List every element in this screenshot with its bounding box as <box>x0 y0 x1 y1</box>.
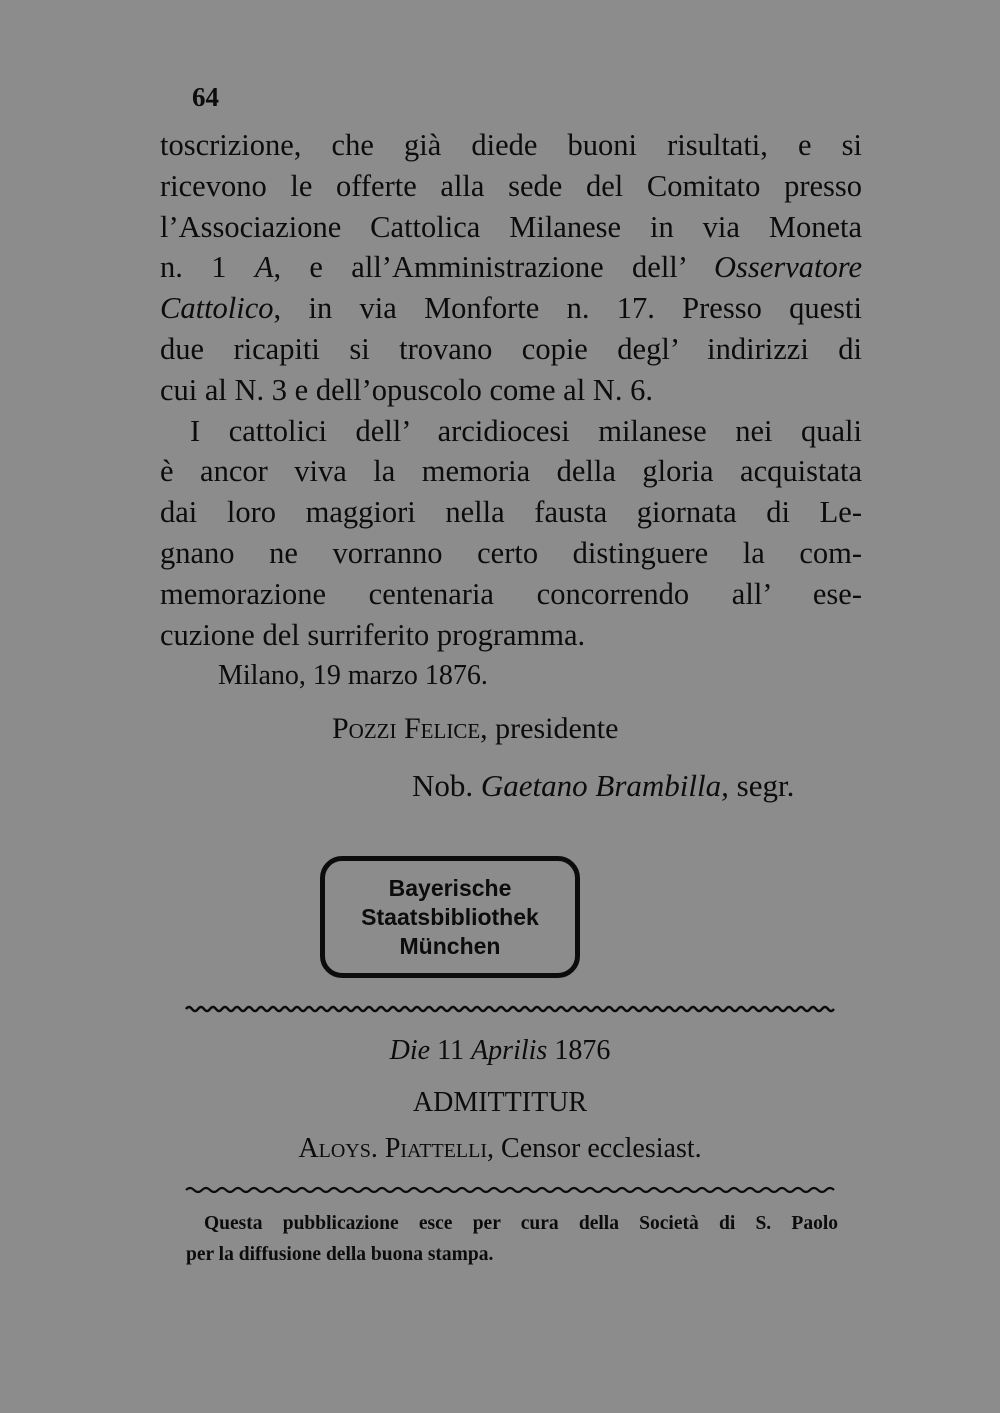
library-stamp <box>320 856 580 978</box>
text-run-italic: Osservatore <box>714 250 862 285</box>
text-run: , e all’Amministrazione dell’ <box>273 250 715 285</box>
stamp-line: München <box>399 932 501 959</box>
date-line: Milano, 19 marzo 1876. <box>218 660 488 691</box>
wavy-divider <box>0 1002 1000 1016</box>
text-line <box>160 288 862 329</box>
secretary-name: Gaetano Brambilla, <box>480 768 729 803</box>
page-number: 64 <box>192 82 219 112</box>
text-line: toscrizione, che già diede buoni risultati, e si <box>160 128 862 162</box>
president-role: , presidente <box>480 712 619 745</box>
secretary-role: segr. <box>728 768 795 803</box>
text-line: è ancor viva la memoria della gloria acquistata <box>160 454 862 489</box>
footer-note-line: per la diffusione della buona stampa. <box>186 1244 494 1265</box>
text-line: dai loro maggiori nella fausta giornata di Le- <box>160 495 862 530</box>
text-run-italic: Cattolico <box>160 291 274 326</box>
text-line: cuzione del surriferito programma. <box>160 617 586 652</box>
imprimatur-word: ADMITTITUR <box>412 1087 588 1118</box>
stamp-line: Bayerische <box>388 874 512 901</box>
censor-role: , Censor ecclesiast. <box>487 1133 702 1164</box>
censor-line <box>0 1133 1000 1165</box>
text-line: gnano ne vorranno certo distinguere la com- <box>160 535 862 570</box>
imprimatur-date-part: Die <box>389 1035 431 1066</box>
text-line: due ricapiti si trovano copie degl’ indirizzi di <box>160 331 862 366</box>
text-run-italic: A <box>254 250 274 285</box>
text-line: I cattolici dell’ arcidiocesi milanese nei quali <box>190 413 862 448</box>
text-run: n. 1 <box>160 250 255 285</box>
imprimatur-date-part: 11 <box>430 1035 472 1066</box>
stamp-line: Staatsbibliothek <box>361 903 539 930</box>
imprimatur-date-part: Aprilis <box>471 1035 548 1066</box>
president-name: Pozzi Felice <box>332 712 481 745</box>
text-line <box>160 247 862 288</box>
text-line: l’Associazione Cattolica Milanese in via Moneta <box>160 209 862 244</box>
imprimatur-date-part: 1876 <box>547 1035 611 1066</box>
text-line: memorazione centenaria concorrendo all’ ese- <box>160 576 862 611</box>
text-line: ricevono le offerte alla sede del Comitato presso <box>160 168 862 203</box>
footer-note-line: Questa pubblicazione esce per cura della Società di S. Paolo <box>204 1213 838 1234</box>
signature-president <box>332 712 618 746</box>
text-run: , in via Monforte n. 17. Presso questi <box>273 291 862 326</box>
signature-secretary <box>412 768 794 804</box>
text-line: cui al N. 3 e dell’opuscolo come al N. 6. <box>160 372 653 407</box>
imprimatur-date <box>0 1035 1000 1067</box>
wavy-divider <box>0 1183 1000 1197</box>
secretary-prefix: Nob. <box>412 768 481 803</box>
body-text <box>160 125 862 655</box>
censor-name: Aloys. Piattelli <box>298 1133 488 1164</box>
